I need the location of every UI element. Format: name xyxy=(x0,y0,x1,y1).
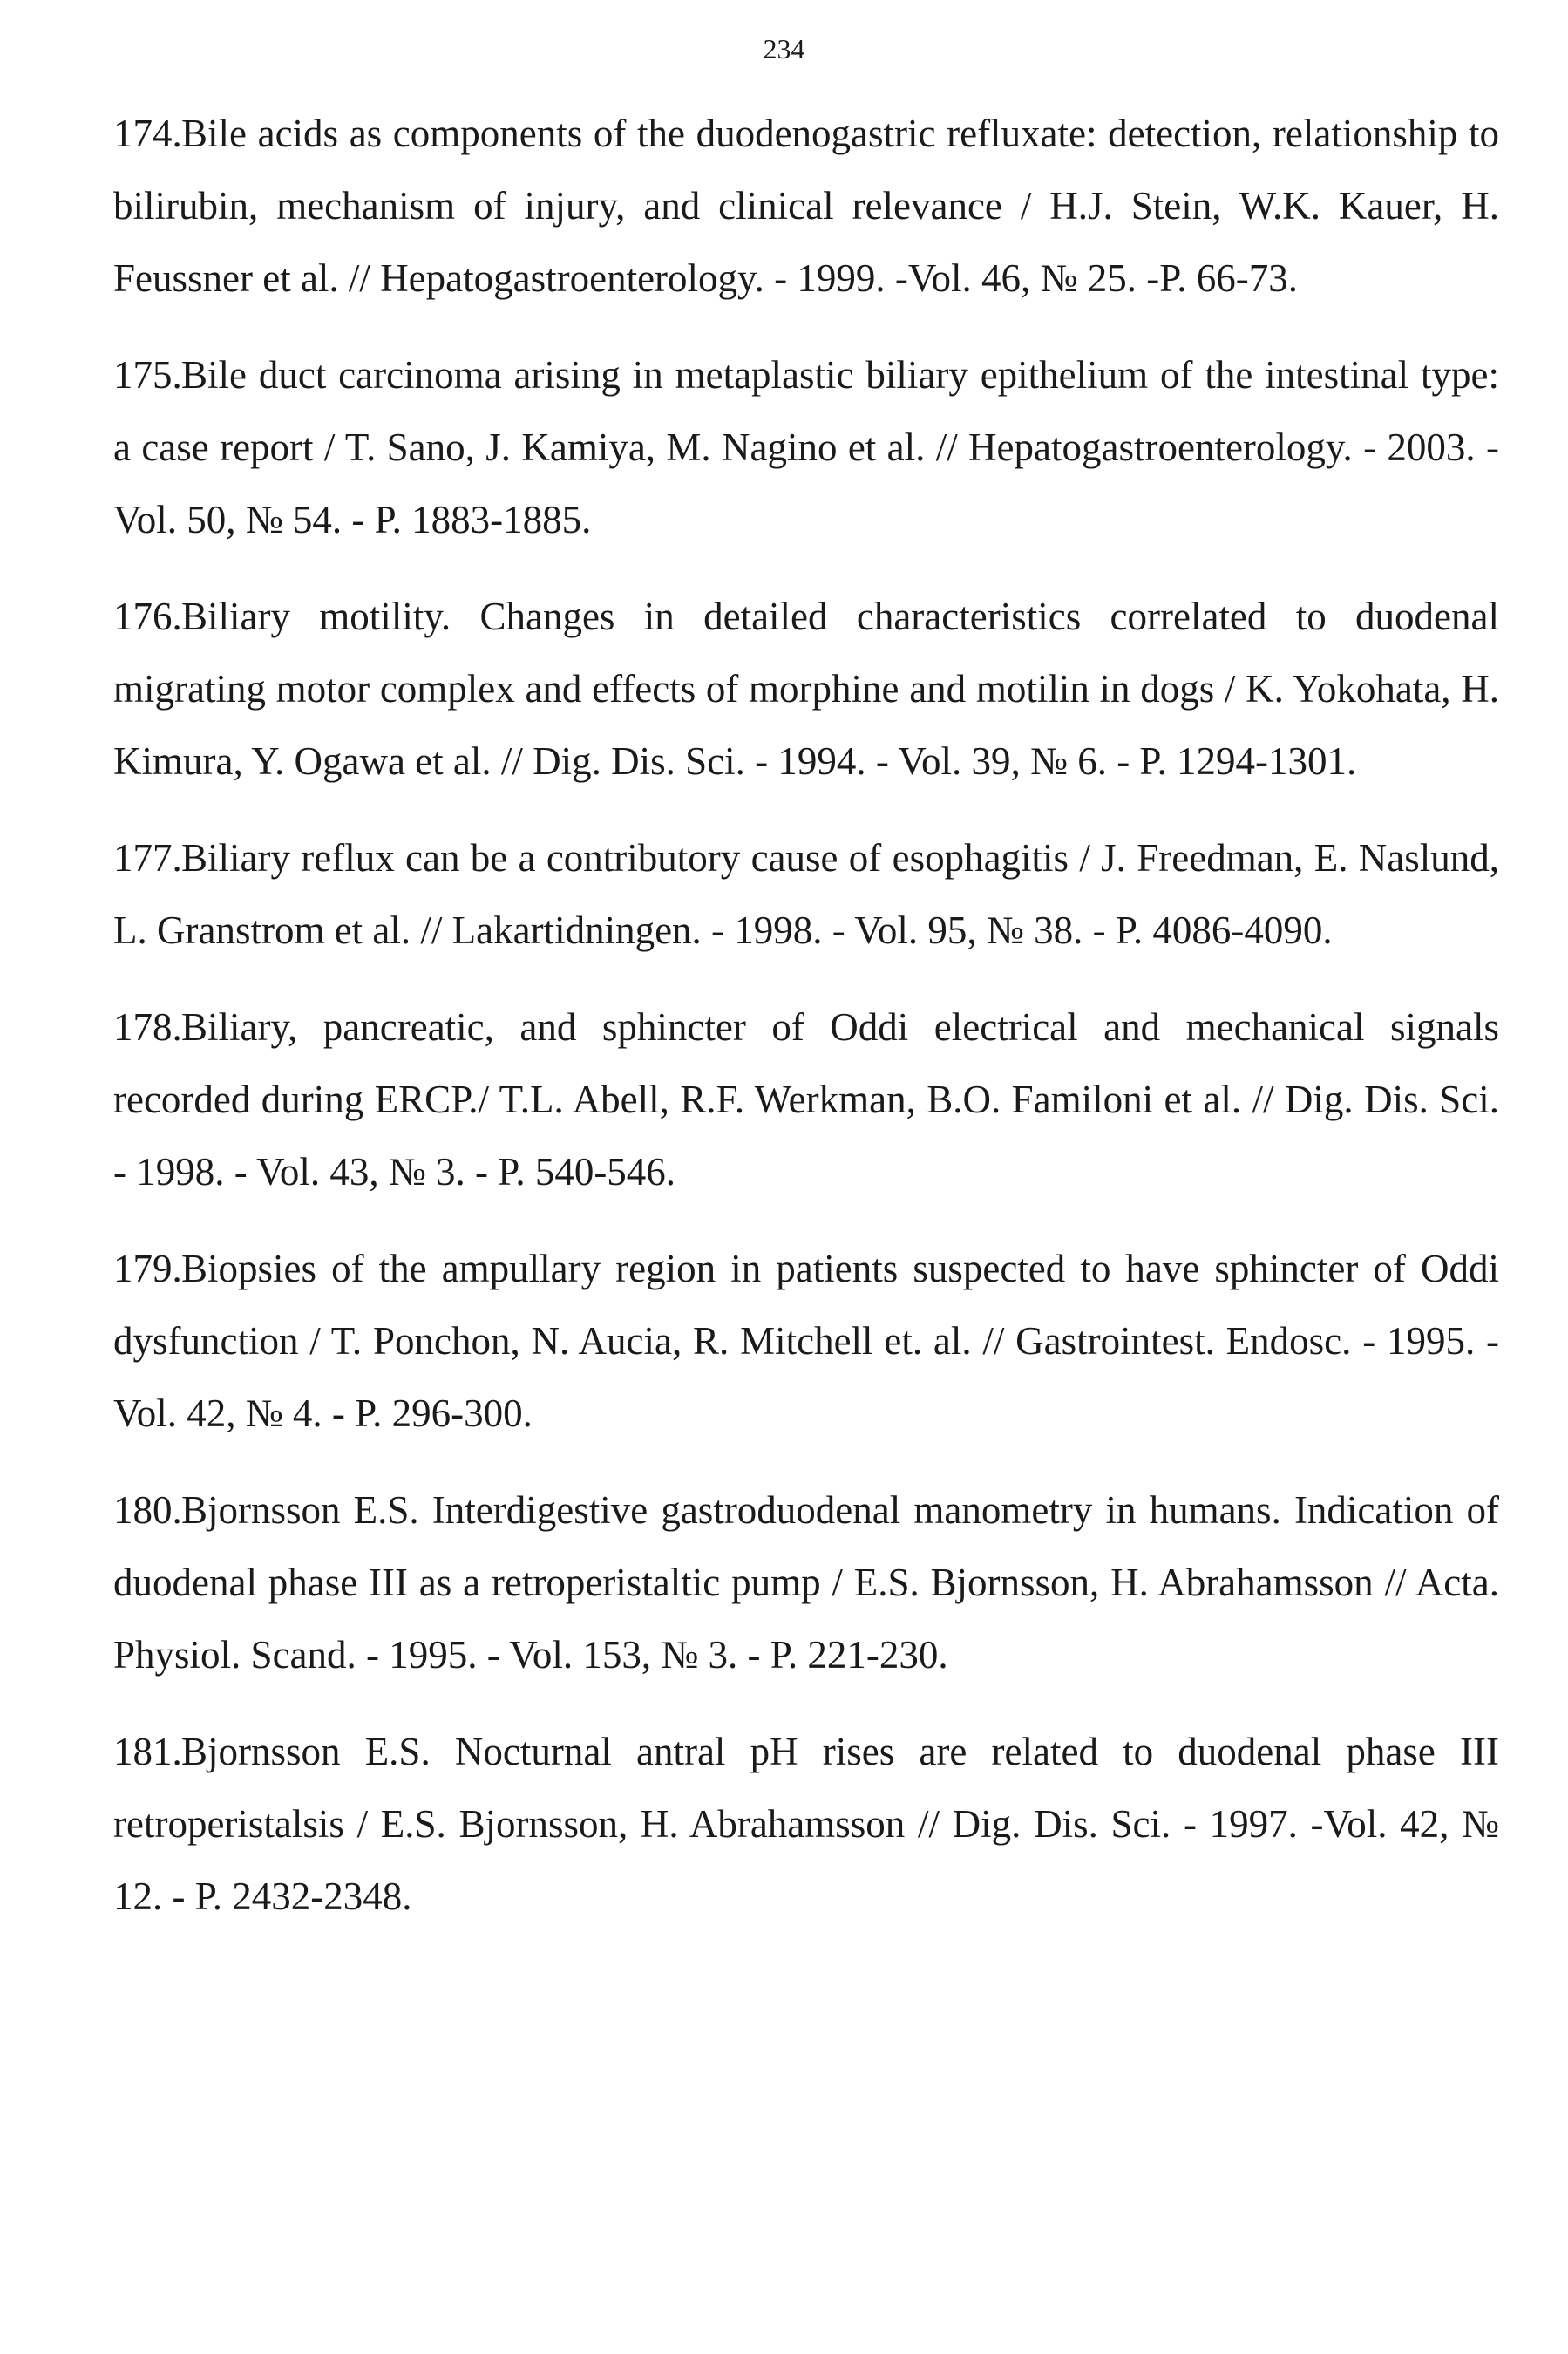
reference-text: Bjornsson E.S. Interdigestive gastroduodenal manometry in humans. Indication of duodenal phase III as a retroperistaltic pump / E.S. Bjornsson, H. Abrahamsson // Acta. Physiol. Scand. - 1995. - Vol. 153, № 3. - P. 221-230. xyxy=(113,1488,1499,1677)
reference-text: Bile acids as components of the duodenogastric refluxate: detection, relationship to bilirubin, mechanism of injury, and clinical relevance / H.J. Stein, W.K. Kauer, H. Feussner et al. // Hepatogastroenterology. - 1999. -Vol. 46, № 25. -P. 66-73. xyxy=(113,112,1499,300)
reference-item-177 xyxy=(113,822,1499,967)
reference-item-178 xyxy=(113,991,1499,1208)
reference-item-175 xyxy=(113,339,1499,556)
reference-item-174 xyxy=(113,98,1499,315)
page-number: 234 xyxy=(763,33,805,65)
reference-text: Biopsies of the ampullary region in patients suspected to have sphincter of Oddi dysfunction / T. Ponchon, N. Aucia, R. Mitchell et. al. // Gastrointest. Endosc. - 1995. -Vol. 42, № 4. - P. 296-300. xyxy=(113,1247,1499,1435)
reference-text: Biliary reflux can be a contributory cause of esophagitis / J. Freedman, E. Naslund, L. Granstrom et al. // Lakartidningen. - 1998. - Vol. 95, № 38. - P. 4086-4090. xyxy=(113,836,1499,952)
reference-text: Bile duct carcinoma arising in metaplastic biliary epithelium of the intestinal type: a case report / T. Sano, J. Kamiya, M. Nagino et al. // Hepatogastroenterology. - 2003. - Vol. 50, № 54. - P. 1883-1885. xyxy=(113,353,1499,541)
reference-item-180 xyxy=(113,1474,1499,1691)
reference-list xyxy=(113,98,1499,1933)
reference-number: 176. xyxy=(113,595,182,638)
reference-text: Biliary motility. Changes in detailed characteristics correlated to duodenal migrating motor complex and effects of morphine and motilin in dogs / K. Yokohata, H. Kimura, Y. Ogawa et al. // Dig. Dis. Sci. - 1994. - Vol. 39, № 6. - P. 1294-1301. xyxy=(113,595,1499,783)
reference-text: Bjornsson E.S. Nocturnal antral pH rises are related to duodenal phase III retroperistalsis / E.S. Bjornsson, H. Abrahamsson // Dig. Dis. Sci. - 1997. -Vol. 42, № 12. - P. 2432-2348. xyxy=(113,1730,1499,1918)
reference-number: 179. xyxy=(113,1247,182,1290)
reference-number: 175. xyxy=(113,353,182,397)
reference-item-176 xyxy=(113,581,1499,798)
reference-text: Biliary, pancreatic, and sphincter of Oddi electrical and mechanical signals recorded during ERCP./ T.L. Abell, R.F. Werkman, B.O. Familoni et al. // Dig. Dis. Sci. - 1998. - Vol. 43, № 3. - P. 540-546. xyxy=(113,1005,1499,1194)
reference-number: 174. xyxy=(113,112,182,155)
reference-number: 178. xyxy=(113,1005,182,1049)
reference-number: 180. xyxy=(113,1488,182,1532)
reference-item-181 xyxy=(113,1716,1499,1933)
reference-number: 181. xyxy=(113,1730,182,1773)
reference-item-179 xyxy=(113,1233,1499,1450)
reference-number: 177. xyxy=(113,836,182,880)
